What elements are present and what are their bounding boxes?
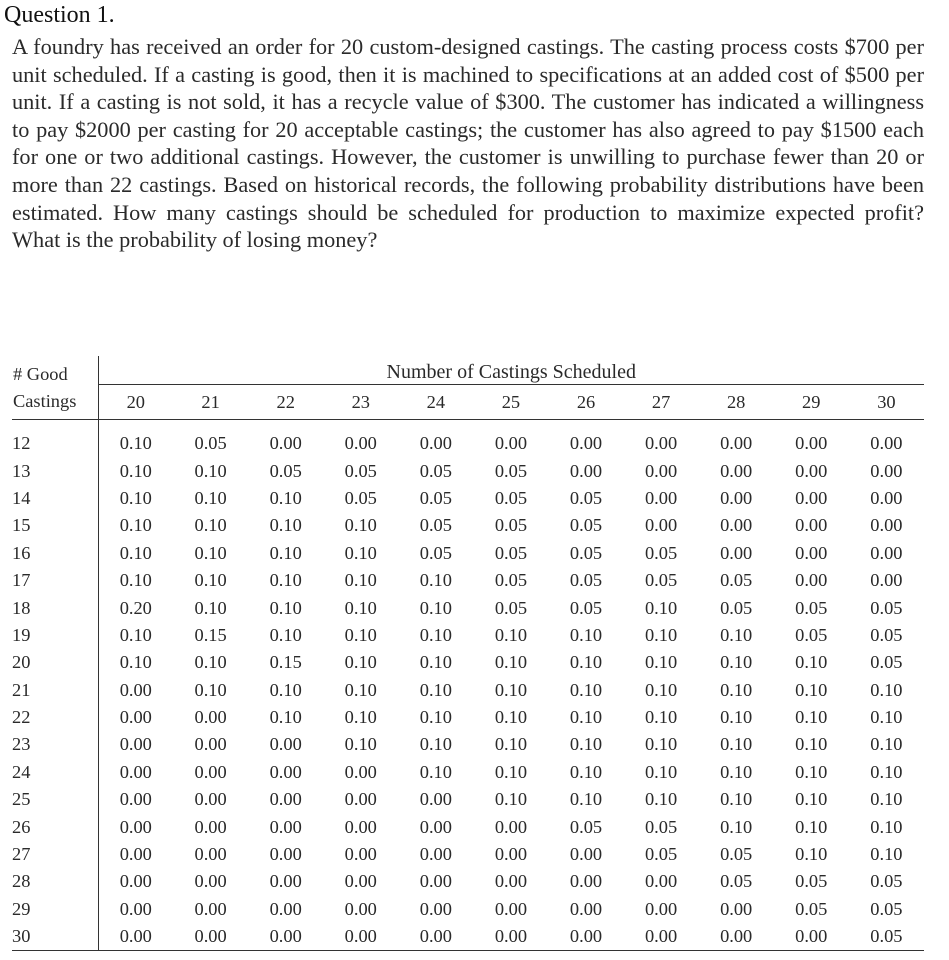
table-row (12, 567, 924, 594)
row-header-bottom: Castings (12, 385, 98, 420)
table-row (12, 896, 924, 923)
probability-cell: 0.00 (194, 789, 227, 810)
probability-cell: 0.15 (269, 652, 302, 673)
probability-cell: 0.10 (269, 624, 302, 645)
probability-cell: 0.10 (720, 707, 753, 728)
probability-cell: 0.10 (419, 570, 452, 591)
probability-cell: 0.00 (344, 844, 377, 865)
probability-cell: 0.10 (119, 460, 152, 481)
probability-cell: 0.05 (720, 570, 753, 591)
probability-cell: 0.00 (795, 542, 828, 563)
probability-cell: 0.00 (644, 460, 678, 481)
probability-cell: 0.05 (870, 652, 903, 673)
probability-cell: 0.10 (720, 789, 753, 810)
probability-cell: 0.10 (419, 652, 452, 673)
probability-cell: 0.00 (419, 844, 452, 865)
probability-cell: 0.10 (194, 460, 227, 481)
probability-cell: 0.00 (269, 871, 302, 892)
probability-cell: 0.10 (119, 624, 152, 645)
probability-cell: 0.05 (644, 816, 678, 837)
probability-cell: 0.05 (269, 460, 302, 481)
probability-cell: 0.10 (569, 734, 603, 755)
probability-cell: 0.00 (119, 871, 152, 892)
good-castings-cell: 21 (12, 677, 98, 704)
probability-cell: 0.10 (720, 624, 753, 645)
probability-cell: 0.00 (569, 871, 603, 892)
probability-cell: 0.05 (795, 597, 828, 618)
table-row (12, 731, 924, 758)
probability-cell: 0.10 (344, 652, 377, 673)
probability-cell: 0.10 (644, 652, 678, 673)
probability-cell: 0.00 (344, 871, 377, 892)
table-row (12, 841, 924, 868)
probability-cell: 0.00 (269, 816, 302, 837)
probability-cell: 0.00 (173, 923, 248, 951)
probability-cell: 0.00 (870, 460, 903, 481)
table-row (12, 622, 924, 649)
probability-cell: 0.00 (344, 789, 377, 810)
probability-cell: 0.00 (720, 433, 753, 454)
probability-cell: 0.00 (720, 542, 753, 563)
probability-cell: 0.10 (644, 624, 678, 645)
probability-cell: 0.00 (774, 923, 849, 951)
column-header: 27 (651, 391, 671, 412)
probability-cell: 0.00 (795, 487, 828, 508)
good-castings-cell: 19 (12, 622, 98, 649)
probability-cell: 0.10 (194, 515, 227, 536)
probability-cell: 0.05 (494, 570, 528, 591)
probability-cell: 0.10 (644, 679, 678, 700)
probability-cell: 0.10 (344, 542, 377, 563)
probability-cell: 0.00 (644, 898, 678, 919)
probability-cell: 0.00 (269, 844, 302, 865)
good-castings-cell: 22 (12, 704, 98, 731)
column-header: 25 (501, 391, 521, 412)
probability-cell: 0.05 (870, 624, 903, 645)
probability-cell: 0.10 (269, 542, 302, 563)
good-castings-cell: 12 (12, 430, 98, 457)
probability-cell: 0.10 (269, 570, 302, 591)
probability-cell: 0.10 (569, 789, 603, 810)
good-castings-cell: 29 (12, 896, 98, 923)
probability-cell: 0.05 (644, 844, 678, 865)
problem-statement: A foundry has received an order for 20 custom-designed castings. The casting process costs $700 per unit scheduled. If a casting is good, then it is machined to specifications at an added cost of $500 per unit. If a casting is not sold, it has a recycle value of $300. The customer has indicated a willingness to pay $2000 per casting for 20 acceptable castings; the customer has also agreed to pay $1500 each for one or two additional castings. However, the customer is unwilling to purchase fewer than 20 or more than 22 castings. Based on historical records, the following probability distributions have been estimated. How many castings should be scheduled for production to maximize expected profit? What is the probability of losing money? (12, 34, 924, 253)
good-castings-cell: 13 (12, 457, 98, 484)
table-row (12, 430, 924, 457)
good-castings-cell: 15 (12, 512, 98, 539)
probability-cell: 0.00 (569, 460, 603, 481)
probability-cell: 0.00 (419, 898, 452, 919)
table-row (12, 485, 924, 512)
probability-cell: 0.05 (419, 542, 452, 563)
probability-cell: 0.00 (720, 898, 753, 919)
probability-cell: 0.10 (720, 761, 753, 782)
probability-cell: 0.10 (870, 844, 903, 865)
probability-cell: 0.15 (194, 624, 227, 645)
probability-cell: 0.00 (419, 816, 452, 837)
probability-cell: 0.05 (344, 460, 377, 481)
probability-cell: 0.00 (494, 898, 528, 919)
table-row (12, 759, 924, 786)
probability-cell: 0.10 (569, 652, 603, 673)
column-header: 29 (802, 391, 821, 412)
table-row (12, 457, 924, 484)
probability-cell: 0.00 (720, 515, 753, 536)
probability-cell: 0.10 (720, 679, 753, 700)
probability-cell: 0.05 (344, 487, 377, 508)
good-castings-cell: 17 (12, 567, 98, 594)
probability-cell: 0.10 (644, 789, 678, 810)
probability-cell: 0.05 (795, 898, 828, 919)
probability-cell: 0.00 (98, 923, 173, 951)
probability-cell: 0.10 (194, 679, 227, 700)
probability-cell: 0.10 (494, 624, 528, 645)
probability-cell: 0.10 (119, 652, 152, 673)
probability-cell: 0.05 (419, 487, 452, 508)
probability-cell: 0.10 (344, 624, 377, 645)
probability-cell: 0.00 (720, 460, 753, 481)
probability-cell: 0.10 (344, 515, 377, 536)
probability-cell: 0.00 (795, 460, 828, 481)
probability-cell: 0.10 (795, 761, 828, 782)
probability-cell: 0.10 (344, 570, 377, 591)
probability-cell: 0.10 (569, 624, 603, 645)
probability-cell: 0.10 (194, 597, 227, 618)
probability-cell: 0.10 (494, 652, 528, 673)
probability-cell: 0.00 (419, 789, 452, 810)
good-castings-cell: 25 (12, 786, 98, 813)
probability-cell: 0.10 (644, 707, 678, 728)
probability-cell: 0.10 (795, 789, 828, 810)
probability-cell: 0.05 (494, 460, 528, 481)
probability-cell: 0.00 (419, 871, 452, 892)
probability-cell: 0.00 (720, 487, 753, 508)
probability-cell: 0.00 (644, 871, 678, 892)
probability-table (12, 356, 924, 951)
probability-cell: 0.05 (494, 597, 528, 618)
probability-cell: 0.05 (870, 898, 903, 919)
probability-cell: 0.10 (344, 734, 377, 755)
column-group-title: Number of Castings Scheduled (98, 356, 924, 385)
table-row (12, 512, 924, 539)
probability-cell: 0.10 (344, 679, 377, 700)
table-row (12, 540, 924, 567)
column-header: 23 (351, 391, 370, 412)
probability-cell: 0.05 (494, 487, 528, 508)
probability-cell: 0.20 (119, 597, 152, 618)
probability-cell: 0.05 (569, 816, 603, 837)
probability-cell: 0.05 (644, 542, 678, 563)
row-header-top: # Good (12, 356, 98, 385)
probability-cell: 0.00 (194, 734, 227, 755)
probability-cell: 0.05 (419, 515, 452, 536)
question-heading: Question 1. (4, 2, 115, 28)
probability-cell: 0.00 (269, 898, 302, 919)
good-castings-cell: 16 (12, 540, 98, 567)
probability-cell: 0.00 (419, 433, 452, 454)
probability-cell: 0.10 (795, 679, 828, 700)
probability-cell: 0.10 (269, 679, 302, 700)
probability-cell: 0.00 (344, 898, 377, 919)
probability-cell: 0.10 (494, 679, 528, 700)
probability-cell: 0.05 (849, 923, 924, 951)
probability-cell: 0.05 (494, 542, 528, 563)
good-castings-cell: 20 (12, 649, 98, 676)
probability-cell: 0.05 (720, 597, 753, 618)
table-row (12, 923, 924, 951)
table-row (12, 868, 924, 895)
probability-cell: 0.00 (344, 816, 377, 837)
good-castings-cell: 26 (12, 813, 98, 840)
probability-cell: 0.00 (494, 844, 528, 865)
probability-cell: 0.10 (494, 734, 528, 755)
probability-cell: 0.10 (344, 597, 377, 618)
probability-cell: 0.10 (870, 679, 903, 700)
table-row (12, 594, 924, 621)
probability-cell: 0.10 (344, 707, 377, 728)
probability-cell: 0.00 (870, 515, 903, 536)
probability-cell: 0.05 (870, 871, 903, 892)
probability-cell: 0.05 (569, 597, 603, 618)
probability-cell: 0.10 (795, 816, 828, 837)
probability-cell: 0.10 (870, 734, 903, 755)
probability-cell: 0.00 (494, 816, 528, 837)
probability-cell: 0.10 (419, 624, 452, 645)
good-castings-cell: 30 (12, 923, 98, 951)
probability-cell: 0.10 (194, 542, 227, 563)
probability-cell: 0.10 (119, 515, 152, 536)
probability-cell: 0.00 (248, 923, 323, 951)
column-header: 28 (726, 391, 746, 412)
probability-cell: 0.10 (795, 844, 828, 865)
probability-cell: 0.05 (419, 460, 452, 481)
probability-cell: 0.10 (569, 679, 603, 700)
good-castings-cell: 18 (12, 594, 98, 621)
probability-cell: 0.00 (398, 923, 473, 951)
probability-cell: 0.10 (194, 652, 227, 673)
probability-cell: 0.00 (119, 734, 152, 755)
probability-cell: 0.10 (795, 707, 828, 728)
probability-cell: 0.00 (119, 679, 152, 700)
good-castings-cell: 28 (12, 868, 98, 895)
good-castings-cell: 27 (12, 841, 98, 868)
probability-cell: 0.00 (344, 433, 377, 454)
probability-cell: 0.10 (494, 789, 528, 810)
probability-cell: 0.00 (194, 871, 227, 892)
good-castings-cell: 14 (12, 485, 98, 512)
probability-cell: 0.10 (419, 707, 452, 728)
probability-cell: 0.00 (194, 816, 227, 837)
probability-cell: 0.10 (870, 761, 903, 782)
probability-cell: 0.05 (569, 570, 603, 591)
probability-cell: 0.00 (569, 898, 603, 919)
probability-cell: 0.10 (720, 734, 753, 755)
probability-cell: 0.05 (644, 570, 678, 591)
probability-cell: 0.00 (870, 542, 903, 563)
column-header: 22 (276, 391, 295, 412)
probability-cell: 0.00 (624, 923, 699, 951)
probability-cell: 0.05 (720, 844, 753, 865)
probability-cell: 0.10 (870, 789, 903, 810)
column-header: 24 (426, 391, 446, 412)
column-header: 20 (126, 391, 145, 412)
probability-cell: 0.05 (720, 871, 753, 892)
probability-cell: 0.00 (119, 844, 152, 865)
probability-cell: 0.10 (720, 816, 753, 837)
good-castings-cell: 24 (12, 759, 98, 786)
probability-cell: 0.10 (494, 761, 528, 782)
probability-cell: 0.10 (269, 515, 302, 536)
probability-cell: 0.00 (119, 816, 152, 837)
probability-cell: 0.10 (269, 597, 302, 618)
probability-cell: 0.10 (870, 816, 903, 837)
table-row (12, 813, 924, 840)
probability-cell: 0.10 (269, 707, 302, 728)
probability-cell: 0.10 (119, 542, 152, 563)
table-row (12, 704, 924, 731)
probability-cell: 0.00 (119, 707, 152, 728)
probability-cell: 0.00 (473, 923, 548, 951)
probability-cell: 0.10 (569, 707, 603, 728)
probability-cell: 0.10 (644, 761, 678, 782)
probability-cell: 0.00 (269, 433, 302, 454)
probability-cell: 0.00 (795, 570, 828, 591)
probability-cell: 0.00 (194, 707, 227, 728)
probability-cell: 0.10 (119, 570, 152, 591)
probability-cell: 0.00 (194, 761, 227, 782)
probability-cell: 0.10 (569, 761, 603, 782)
probability-cell: 0.00 (323, 923, 398, 951)
probability-cell: 0.00 (194, 844, 227, 865)
probability-cell: 0.10 (795, 734, 828, 755)
probability-cell: 0.10 (720, 652, 753, 673)
probability-cell: 0.00 (569, 433, 603, 454)
probability-table-container (12, 356, 924, 951)
probability-cell: 0.00 (644, 433, 678, 454)
table-row (12, 786, 924, 813)
probability-cell: 0.10 (419, 734, 452, 755)
good-castings-cell: 23 (12, 731, 98, 758)
column-header: 26 (576, 391, 596, 412)
probability-cell: 0.10 (194, 570, 227, 591)
probability-cell: 0.10 (644, 734, 678, 755)
probability-cell: 0.10 (119, 433, 152, 454)
probability-cell: 0.00 (699, 923, 774, 951)
table-row (12, 677, 924, 704)
probability-cell: 0.00 (494, 433, 528, 454)
column-header: 30 (877, 391, 896, 412)
probability-cell: 0.00 (795, 515, 828, 536)
probability-cell: 0.10 (870, 707, 903, 728)
probability-cell: 0.00 (548, 923, 623, 951)
probability-cell: 0.00 (344, 761, 377, 782)
probability-cell: 0.10 (119, 487, 152, 508)
probability-cell: 0.00 (119, 898, 152, 919)
probability-cell: 0.00 (119, 761, 152, 782)
probability-cell: 0.05 (870, 597, 903, 618)
probability-cell: 0.05 (795, 871, 828, 892)
probability-cell: 0.05 (494, 515, 528, 536)
probability-cell: 0.05 (569, 515, 603, 536)
probability-cell: 0.00 (870, 487, 903, 508)
probability-cell: 0.00 (569, 844, 603, 865)
column-header: 21 (201, 391, 220, 412)
probability-cell: 0.10 (644, 597, 678, 618)
probability-cell: 0.00 (644, 515, 678, 536)
probability-cell: 0.10 (795, 652, 828, 673)
probability-cell: 0.00 (269, 761, 302, 782)
probability-cell: 0.10 (194, 487, 227, 508)
probability-cell: 0.00 (644, 487, 678, 508)
probability-cell: 0.10 (419, 597, 452, 618)
table-row (12, 649, 924, 676)
probability-cell: 0.00 (269, 734, 302, 755)
probability-cell: 0.00 (494, 871, 528, 892)
probability-cell: 0.05 (569, 542, 603, 563)
probability-cell: 0.00 (194, 898, 227, 919)
probability-cell: 0.00 (119, 789, 152, 810)
probability-cell: 0.05 (795, 624, 828, 645)
probability-cell: 0.05 (194, 433, 227, 454)
probability-cell: 0.10 (419, 761, 452, 782)
probability-cell: 0.00 (870, 433, 903, 454)
probability-cell: 0.00 (269, 789, 302, 810)
probability-cell: 0.10 (269, 487, 302, 508)
probability-cell: 0.00 (870, 570, 903, 591)
probability-cell: 0.05 (569, 487, 603, 508)
probability-cell: 0.10 (494, 707, 528, 728)
probability-cell: 0.00 (795, 433, 828, 454)
probability-cell: 0.10 (419, 679, 452, 700)
